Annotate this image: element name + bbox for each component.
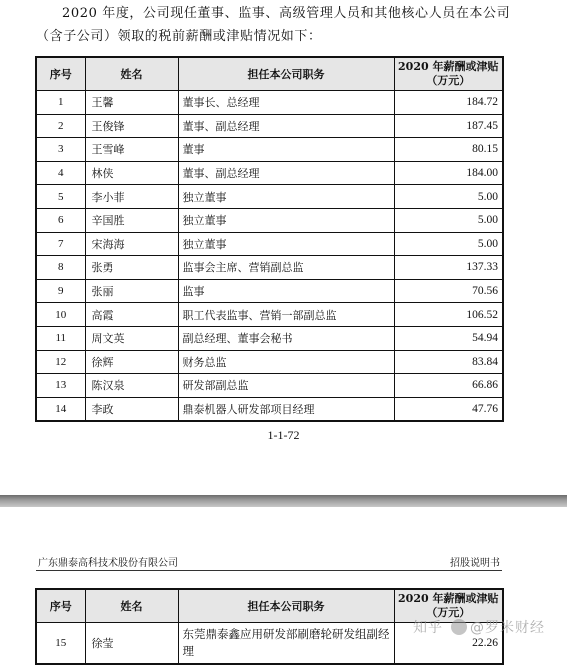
cell-position: 职工代表监事、营销一部副总监 xyxy=(178,303,394,327)
cell-name: 张丽 xyxy=(85,279,178,303)
cell-salary: 54.94 xyxy=(394,326,503,350)
table-row xyxy=(36,208,503,232)
cell-no: 8 xyxy=(36,256,85,280)
cell-position: 副总经理、董事会秘书 xyxy=(178,326,394,350)
cell-salary: 80.15 xyxy=(394,138,503,162)
cell-name: 王雪峰 xyxy=(85,138,178,162)
cell-no: 3 xyxy=(36,138,85,162)
cell-salary: 70.56 xyxy=(394,279,503,303)
header-salary-line2: （万元） xyxy=(426,74,471,87)
cell-salary: 5.00 xyxy=(394,208,503,232)
page-gap xyxy=(0,495,567,507)
cell-position: 董事长、总经理 xyxy=(178,91,394,115)
cell-salary: 106.52 xyxy=(394,303,503,327)
table-row xyxy=(36,161,503,185)
cell-salary: 22.26 xyxy=(394,623,503,665)
cell-name: 徐莹 xyxy=(85,623,178,665)
header-position: 担任本公司职务 xyxy=(178,57,394,91)
company-name: 广东鼎泰高科技术股份有限公司 xyxy=(38,558,178,569)
table-row xyxy=(36,397,503,421)
cell-no: 4 xyxy=(36,161,85,185)
running-header xyxy=(36,554,502,571)
table-row xyxy=(36,256,503,280)
intro-paragraph: 2020 年度，公司现任董事、监事、高级管理人员和其他核心人员在本公司（含子公司）领取的税前薪酬或津贴情况如下： xyxy=(36,6,511,44)
document-type: 招股说明书 xyxy=(450,558,500,569)
table-row xyxy=(36,185,503,209)
cell-position: 监事 xyxy=(178,279,394,303)
cell-position: 独立董事 xyxy=(178,208,394,232)
table-row xyxy=(36,138,503,162)
cell-name: 张勇 xyxy=(85,256,178,280)
header-salary-line1: 2020 年薪酬或津贴 xyxy=(398,592,499,605)
cell-position: 董事、副总经理 xyxy=(178,114,394,138)
table-row xyxy=(36,350,503,374)
cell-position: 东莞鼎泰鑫应用研发部刷磨轮研发组副经理 xyxy=(178,623,394,665)
cell-position: 鼎泰机器人研发部项目经理 xyxy=(178,397,394,421)
cell-no: 13 xyxy=(36,374,85,398)
header-no: 序号 xyxy=(36,57,85,91)
cell-salary: 5.00 xyxy=(394,185,503,209)
cell-no: 5 xyxy=(36,185,85,209)
cell-no: 2 xyxy=(36,114,85,138)
cell-name: 陈汉泉 xyxy=(85,374,178,398)
table-header-row xyxy=(36,57,503,91)
table-row xyxy=(36,326,503,350)
watermark xyxy=(413,617,545,637)
cell-no: 9 xyxy=(36,279,85,303)
header-position: 担任本公司职务 xyxy=(178,589,394,623)
header-salary-line1: 2020 年薪酬或津贴 xyxy=(398,60,499,73)
cell-name: 辛国胜 xyxy=(85,208,178,232)
cell-name: 李政 xyxy=(85,397,178,421)
cell-salary: 187.45 xyxy=(394,114,503,138)
cell-position: 董事 xyxy=(178,138,394,162)
table-row xyxy=(36,91,503,115)
header-salary-line2: （万元） xyxy=(426,606,471,619)
table-row xyxy=(36,114,503,138)
cell-salary: 184.72 xyxy=(394,91,503,115)
cell-name: 周文英 xyxy=(85,326,178,350)
cell-no: 15 xyxy=(36,623,85,665)
cell-salary: 83.84 xyxy=(394,350,503,374)
salary-table xyxy=(35,56,504,422)
cell-no: 1 xyxy=(36,91,85,115)
watermark-account: @罗米财经 xyxy=(470,620,545,636)
cell-salary: 47.76 xyxy=(394,397,503,421)
header-name: 姓名 xyxy=(85,57,178,91)
header-no: 序号 xyxy=(36,589,85,623)
header-salary xyxy=(394,57,503,91)
cell-name: 王俊锋 xyxy=(85,114,178,138)
cell-position: 财务总监 xyxy=(178,350,394,374)
cell-name: 高霞 xyxy=(85,303,178,327)
cell-position: 董事、副总经理 xyxy=(178,161,394,185)
page-number: 1-1-72 xyxy=(267,428,300,442)
cell-position: 独立董事 xyxy=(178,232,394,256)
watermark-site: 知乎 xyxy=(413,620,443,636)
cell-salary: 137.33 xyxy=(394,256,503,280)
cell-no: 6 xyxy=(36,208,85,232)
cell-salary: 5.00 xyxy=(394,232,503,256)
cell-name: 宋海海 xyxy=(85,232,178,256)
header-name: 姓名 xyxy=(85,589,178,623)
cell-name: 王馨 xyxy=(85,91,178,115)
cell-salary: 66.86 xyxy=(394,374,503,398)
cell-position: 研发部副总监 xyxy=(178,374,394,398)
cell-no: 12 xyxy=(36,350,85,374)
account-avatar-icon xyxy=(451,619,467,635)
cell-no: 7 xyxy=(36,232,85,256)
cell-position: 监事会主席、营销副总监 xyxy=(178,256,394,280)
table-row xyxy=(36,303,503,327)
cell-name: 徐辉 xyxy=(85,350,178,374)
table-row xyxy=(36,279,503,303)
cell-salary: 184.00 xyxy=(394,161,503,185)
cell-no: 10 xyxy=(36,303,85,327)
cell-no: 14 xyxy=(36,397,85,421)
cell-name: 林侠 xyxy=(85,161,178,185)
cell-no: 11 xyxy=(36,326,85,350)
cell-name: 李小菲 xyxy=(85,185,178,209)
table-row xyxy=(36,374,503,398)
table-row xyxy=(36,232,503,256)
cell-position: 独立董事 xyxy=(178,185,394,209)
